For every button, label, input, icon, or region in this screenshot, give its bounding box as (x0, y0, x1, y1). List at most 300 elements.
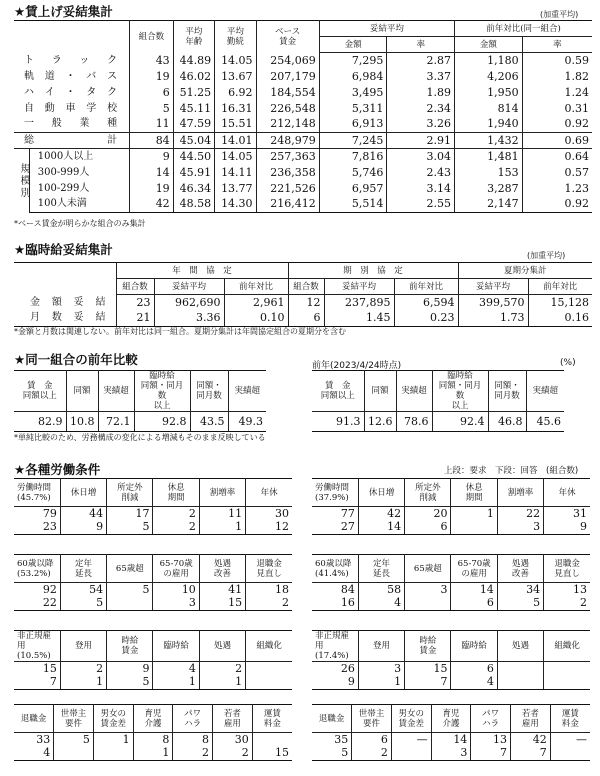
table-row (14, 117, 592, 133)
cond-head: 労働時間 (37.9%) (312, 479, 358, 507)
cell-yamt: 4,206 (455, 69, 523, 85)
cond-cell-ans: 6 (405, 521, 451, 535)
cond-col: 時給 賃金 (405, 631, 451, 662)
cmp-col-wage: 賃 金 同額以上 (14, 371, 66, 412)
table-row (312, 662, 590, 676)
cond-col: 休息 期間 (451, 479, 497, 507)
cell-amt: 6,984 (319, 69, 387, 85)
row-label: ハイ・タク (14, 85, 130, 101)
cond-cell-req: 6 (352, 733, 392, 747)
cond-table (312, 554, 590, 611)
cond-col: 男女の 賃金差 (93, 705, 133, 733)
cell-amt: 5,746 (319, 165, 387, 181)
cond-cell-ans: 7 (511, 747, 551, 761)
compare-current-table (14, 370, 266, 432)
row-label: 1000人以上 (29, 149, 129, 165)
cond-cell-req (252, 733, 292, 747)
cond-col: 登用 (60, 631, 106, 662)
table-row (14, 133, 592, 149)
cond-cell-req: 44 (60, 507, 106, 521)
cell-n: 19 (130, 181, 174, 197)
cond-cell-ans: 23 (14, 521, 60, 535)
cell-yoy3: 0.16 (528, 311, 592, 327)
cell-ten: 13.77 (215, 181, 256, 197)
cond-cell-ans: 7 (471, 747, 511, 761)
cmp-cell-bonus: 92.4 (432, 412, 488, 432)
table-row (312, 507, 590, 521)
cond-col: 休息 期間 (153, 479, 199, 507)
cell-amt: 7,295 (319, 53, 387, 69)
cond-cell-req: 33 (14, 733, 54, 747)
bonus-col-avg: 妥結平均 (154, 279, 224, 295)
cond-cell-ans: 3 (153, 597, 199, 611)
row-label: 一 般 業 種 (14, 117, 130, 133)
cell-n: 23 (116, 295, 154, 311)
cond-col: パワ ハラ (471, 705, 511, 733)
cond-cell-ans: 5 (107, 676, 153, 690)
cond-cell-req: 17 (107, 507, 153, 521)
cond-head: 60歳以降 (41.4%) (312, 555, 358, 583)
cond-col: 所定外 削減 (107, 479, 153, 507)
cond-cell-req: 54 (60, 583, 106, 597)
cell-amt: 7,816 (319, 149, 387, 165)
cell-amt: 7,245 (319, 133, 387, 149)
cond-cell-ans: 16 (312, 597, 358, 611)
cell-yamt: 1,940 (455, 117, 523, 133)
cond-cell-ans: 5 (312, 747, 352, 761)
cell-base: 236,358 (256, 165, 319, 181)
wage-section-title: ★賃上げ妥結集計 (14, 4, 113, 19)
cell-yoy2: 0.23 (394, 311, 458, 327)
cond-cell-ans (391, 747, 431, 761)
cond-section-title: ★各種労働条件 (14, 462, 101, 477)
bonus-col-yoy3: 前年対比 (528, 279, 592, 295)
cond-col: 世帯主 要件 (352, 705, 392, 733)
cond-col: 割増率 (199, 479, 245, 507)
cell-age: 45.11 (173, 101, 214, 117)
cell-ten: 15.51 (215, 117, 256, 133)
table-row (14, 583, 292, 597)
cond-head: 非正規雇用 (10.5%) (14, 631, 60, 662)
table-row (312, 583, 590, 597)
cond-cell-req: 30 (213, 733, 253, 747)
cond-cell-ans: 4 (14, 747, 54, 761)
cell-rate: 2.91 (387, 133, 455, 149)
cell-amt: 6,957 (319, 181, 387, 197)
cond-col: 処遇 改善 (199, 555, 245, 583)
cond-col: 65-70歳 の雇用 (153, 555, 199, 583)
cond-cell-req: 4 (153, 662, 199, 676)
col-tenure: 平均 勤続 (215, 21, 256, 53)
col-yoy: 前年対比(同一組合) (455, 21, 592, 37)
cell-rate: 3.26 (387, 117, 455, 133)
bonus-col-avg2: 妥結平均 (324, 279, 394, 295)
cond-cell-ans: 6 (451, 597, 497, 611)
cond-cell-ans (497, 676, 543, 690)
cond-col: 処遇 改善 (497, 555, 543, 583)
cell-n: 42 (130, 197, 174, 213)
cell-yoy: 0.10 (224, 311, 288, 327)
cell-amt: 5,514 (319, 197, 387, 213)
cell-n: 9 (130, 149, 174, 165)
cell-ten: 14.11 (215, 165, 256, 181)
cond-cell-ans (93, 747, 133, 761)
cond-cell-req: 79 (14, 507, 60, 521)
cond-col: 退職金 見直し (246, 555, 292, 583)
cmp-cell-same: 10.8 (66, 412, 98, 432)
cond-cell-req: 26 (312, 662, 358, 676)
cond-cell-ans (54, 747, 94, 761)
cond-cell-ans: 7 (14, 676, 60, 690)
table-row (14, 521, 292, 535)
cell-yamt: 814 (455, 101, 523, 117)
col-yoy-rate: 率 (522, 37, 592, 53)
cell-yrate: 0.69 (522, 133, 592, 149)
cell-yoy: 2,961 (224, 295, 288, 311)
cond-table (312, 704, 590, 761)
cell-n: 11 (130, 117, 174, 133)
cond-cell-req: 6 (451, 662, 497, 676)
cell-rate: 3.14 (387, 181, 455, 197)
cell-avg3: 399,570 (458, 295, 528, 311)
cmp-cell-same: 12.6 (364, 412, 396, 432)
cell-yamt: 1,481 (455, 149, 523, 165)
compare-unit: (%) (560, 358, 576, 368)
cell-age: 45.91 (173, 165, 214, 181)
wage-note: *ベース賃金が明らかな組合のみ集計 (14, 219, 146, 228)
compare-prev-label: 前年(2023/4/24時点) (312, 361, 402, 371)
cond-cell-req: 42 (511, 733, 551, 747)
cond-col: 育児 介護 (133, 705, 173, 733)
bonus-unit: (加重平均) (527, 251, 566, 260)
cond-cell-req: — (550, 733, 590, 747)
cell-ten: 14.05 (215, 53, 256, 69)
cond-col: 登用 (358, 631, 404, 662)
cell-rate: 2.34 (387, 101, 455, 117)
cond-cell-ans: 4 (358, 597, 404, 611)
cmp-cell-bonus: 92.8 (134, 412, 190, 432)
cond-col: 65歳超 (405, 555, 451, 583)
col-base: ベース 賃金 (256, 21, 319, 53)
cmp-cell-over2: 49.3 (228, 412, 266, 432)
cond-cell-req: 92 (14, 583, 60, 597)
wage-unit: (加重平均) (540, 10, 579, 19)
row-label: 軌道・バス (14, 69, 130, 85)
cell-n: 19 (130, 69, 174, 85)
cond-cell-req: 13 (471, 733, 511, 747)
cond-cell-ans (246, 676, 292, 690)
cell-yamt: 1,950 (455, 85, 523, 101)
cond-cell-req: 15 (14, 662, 60, 676)
table-row (14, 197, 592, 213)
cell-base: 216,412 (256, 197, 319, 213)
cmp-col-bonus: 臨時給 同額・同月数 以上 (432, 371, 488, 412)
cell-rate: 2.43 (387, 165, 455, 181)
bonus-col-n: 組合数 (116, 279, 154, 295)
cell-avg: 3.36 (154, 311, 224, 327)
row-label: 100人未満 (29, 197, 129, 213)
cmp-col-bonus: 臨時給 同額・同月数 以上 (134, 371, 190, 412)
cond-cell-req: 3 (358, 662, 404, 676)
cond-cell-ans: 7 (405, 676, 451, 690)
bonus-col-n2: 組合数 (288, 279, 324, 295)
cell-yoy3: 15,128 (528, 295, 592, 311)
cmp-col-over2: 実績超 (228, 371, 266, 412)
cond-col: 65-70歳 の雇用 (451, 555, 497, 583)
cell-base: 226,548 (256, 101, 319, 117)
cond-cell-ans: 1 (133, 747, 173, 761)
cond-cell-ans: 9 (312, 676, 358, 690)
cond-col: 育児 介護 (431, 705, 471, 733)
row-label: 100-299人 (29, 181, 129, 197)
col-rate: 率 (387, 37, 455, 53)
cond-cell-ans: 5 (60, 597, 106, 611)
cond-cell-ans (544, 676, 590, 690)
cell-ten: 16.31 (215, 101, 256, 117)
cond-col: 世帯主 要件 (54, 705, 94, 733)
cell-age: 45.04 (173, 133, 214, 149)
cmp-col-over2: 実績超 (526, 371, 564, 412)
cell-age: 47.59 (173, 117, 214, 133)
cond-cell-ans (107, 597, 153, 611)
cell-avg2: 1.45 (324, 311, 394, 327)
bonus-col-avg3: 妥結平均 (458, 279, 528, 295)
cmp-col-same: 同額 (364, 371, 396, 412)
cond-cell-req: 84 (312, 583, 358, 597)
cell-yrate: 0.92 (522, 197, 592, 213)
cell-n2: 12 (288, 295, 324, 311)
cond-cell-ans: 3 (497, 521, 543, 535)
cond-cell-ans: 1 (358, 676, 404, 690)
scale-label: 規模別 (18, 162, 29, 199)
cell-ten: 14.01 (215, 133, 256, 149)
row-label: 自動車学校 (14, 101, 130, 117)
cond-table (14, 554, 292, 611)
cond-col: 時給 賃金 (107, 631, 153, 662)
cond-cell-ans: 1 (199, 521, 245, 535)
cell-n: 14 (130, 165, 174, 181)
cell-ten: 14.05 (215, 149, 256, 165)
cmp-cell-wage: 82.9 (14, 412, 66, 432)
cond-cell-ans: 14 (358, 521, 404, 535)
cond-cell-ans: 15 (199, 597, 245, 611)
table-row (14, 53, 592, 69)
cond-cell-req: — (391, 733, 431, 747)
cell-amt: 6,913 (319, 117, 387, 133)
cell-yoy2: 6,594 (394, 295, 458, 311)
cell-ten: 13.67 (215, 69, 256, 85)
table-row (14, 412, 266, 432)
cond-table (312, 478, 590, 535)
cond-col: 年休 (246, 479, 292, 507)
bonus-col-yoy2: 前年対比 (394, 279, 458, 295)
cond-col: 処遇 (199, 631, 245, 662)
cond-cell-req: 14 (451, 583, 497, 597)
cell-amt: 5,311 (319, 101, 387, 117)
cond-cell-req: 34 (497, 583, 543, 597)
row-label: 月 数 妥 結 (14, 311, 116, 327)
cond-cell-ans: 2 (153, 521, 199, 535)
bonus-table (14, 262, 592, 327)
cell-yamt: 3,287 (455, 181, 523, 197)
cmp-col-over: 実績超 (98, 371, 134, 412)
cond-col: 若者 雇用 (511, 705, 551, 733)
cell-age: 51.25 (173, 85, 214, 101)
cell-n: 5 (130, 101, 174, 117)
cell-yamt: 153 (455, 165, 523, 181)
cell-avg3: 1.73 (458, 311, 528, 327)
cond-cell-req: 31 (544, 507, 590, 521)
cell-ten: 14.30 (215, 197, 256, 213)
cond-cell-ans: 22 (14, 597, 60, 611)
cond-col: 休日増 (60, 479, 106, 507)
cond-cell-ans: 5 (107, 521, 153, 535)
cond-head: 60歳以降 (53.2%) (14, 555, 60, 583)
cond-col: 休日増 (358, 479, 404, 507)
cond-col: 男女の 賃金差 (391, 705, 431, 733)
cell-avg: 962,690 (154, 295, 224, 311)
cond-cell-req: 10 (153, 583, 199, 597)
table-row (14, 676, 292, 690)
cell-yrate: 1.82 (522, 69, 592, 85)
cmp-cell-same2: 43.5 (190, 412, 228, 432)
cond-col: 運賃 料金 (252, 705, 292, 733)
bonus-section-title: ★臨時給妥結集計 (14, 242, 113, 257)
col-kumiai: 組合数 (130, 21, 174, 53)
cell-n: 21 (116, 311, 154, 327)
cell-yamt: 2,147 (455, 197, 523, 213)
cond-cell-req: 22 (497, 507, 543, 521)
cell-yamt: 1,180 (455, 53, 523, 69)
cell-n: 43 (130, 53, 174, 69)
cond-cell-req: 15 (405, 662, 451, 676)
cond-col: 所定外 削減 (405, 479, 451, 507)
cond-col: 臨時給 (153, 631, 199, 662)
table-row (14, 149, 592, 165)
cond-cell-req: 2 (60, 662, 106, 676)
cond-cell-ans (550, 747, 590, 761)
cond-cell-ans: 5 (497, 597, 543, 611)
cell-yrate: 1.23 (522, 181, 592, 197)
cond-col: 定年 延長 (358, 555, 404, 583)
cell-yrate: 1.24 (522, 85, 592, 101)
cond-cell-req: 18 (246, 583, 292, 597)
cond-cell-ans: 2 (213, 747, 253, 761)
cond-cell-ans: 1 (60, 676, 106, 690)
cond-col: 定年 延長 (60, 555, 106, 583)
cell-base: 207,179 (256, 69, 319, 85)
cmp-col-same2: 同額・ 同月数 (190, 371, 228, 412)
cond-col: 臨時給 (451, 631, 497, 662)
compare-note: *単純比較のため、労務構成の変化による増減もそのまま反映している (14, 433, 266, 442)
cond-col: 退職金 (312, 705, 352, 733)
cond-cell-ans: 1 (199, 676, 245, 690)
cond-cell-req: 13 (544, 583, 590, 597)
table-row (14, 69, 592, 85)
table-row (14, 311, 592, 327)
cond-cell-ans: 9 (60, 521, 106, 535)
cell-yrate: 0.59 (522, 53, 592, 69)
cond-cell-req: 8 (133, 733, 173, 747)
cond-cell-ans: 2 (352, 747, 392, 761)
cond-cell-ans: 12 (246, 521, 292, 535)
table-row (312, 597, 590, 611)
cond-cell-ans: 9 (544, 521, 590, 535)
cond-col: 退職金 見直し (544, 555, 590, 583)
cond-cell-req: 5 (107, 583, 153, 597)
cell-yrate: 0.92 (522, 117, 592, 133)
table-row (312, 412, 564, 432)
cell-yrate: 0.31 (522, 101, 592, 117)
cell-yrate: 0.64 (522, 149, 592, 165)
bonus-note: *金額と月数は関連しない。前年対比は同一組合。夏期分集計は年間協定組合の夏期分を含む (14, 327, 346, 336)
cell-yamt: 1,432 (455, 133, 523, 149)
cmp-cell-wage: 91.3 (312, 412, 364, 432)
cond-cell-ans (405, 597, 451, 611)
cell-ten: 6.92 (215, 85, 256, 101)
table-row (14, 733, 292, 747)
bonus-summer-head: 夏期分集計 (458, 263, 592, 279)
table-row (14, 101, 592, 117)
cond-cell-req (246, 662, 292, 676)
cond-col: 組織化 (544, 631, 590, 662)
table-row (14, 181, 592, 197)
cond-col: パワ ハラ (173, 705, 213, 733)
table-row (312, 521, 590, 535)
table-row (312, 733, 590, 747)
cond-col: 退職金 (14, 705, 54, 733)
col-yoy-amount: 金額 (455, 37, 523, 53)
cond-head: 労働時間 (45.7%) (14, 479, 60, 507)
table-row (312, 747, 590, 761)
cell-n2: 6 (288, 311, 324, 327)
cond-cell-req (497, 662, 543, 676)
cond-cell-req: 41 (199, 583, 245, 597)
cond-table (14, 630, 292, 690)
cond-cell-req: 3 (405, 583, 451, 597)
cond-cell-ans: 3 (431, 747, 471, 761)
cond-cell-ans: 27 (312, 521, 358, 535)
cmp-col-same2: 同額・ 同月数 (488, 371, 526, 412)
col-avg: 妥結平均 (319, 21, 454, 37)
cond-col: 年休 (544, 479, 590, 507)
cond-cell-req: 1 (93, 733, 133, 747)
cond-legend: 上段：要求 下段：回答 (組合数) (444, 466, 579, 476)
row-label: 300-999人 (29, 165, 129, 181)
cell-n: 6 (130, 85, 174, 101)
cond-cell-ans: 2 (173, 747, 213, 761)
cond-cell-req: 14 (431, 733, 471, 747)
cmp-cell-same2: 46.8 (488, 412, 526, 432)
cell-rate: 2.87 (387, 53, 455, 69)
cond-cell-req: 8 (173, 733, 213, 747)
cond-col: 組織化 (246, 631, 292, 662)
bonus-annual-head: 年 間 協 定 (116, 263, 288, 279)
cond-cell-req: 1 (451, 507, 497, 521)
cell-rate: 3.37 (387, 69, 455, 85)
cond-cell-req: 30 (246, 507, 292, 521)
row-label: 総 計 (14, 133, 130, 149)
cond-cell-req: 77 (312, 507, 358, 521)
cell-rate: 2.55 (387, 197, 455, 213)
table-row (14, 85, 592, 101)
cell-age: 48.58 (173, 197, 214, 213)
table-row (14, 507, 292, 521)
cond-col: 若者 雇用 (213, 705, 253, 733)
cell-age: 46.34 (173, 181, 214, 197)
cond-cell-req: 5 (54, 733, 94, 747)
table-row (312, 676, 590, 690)
